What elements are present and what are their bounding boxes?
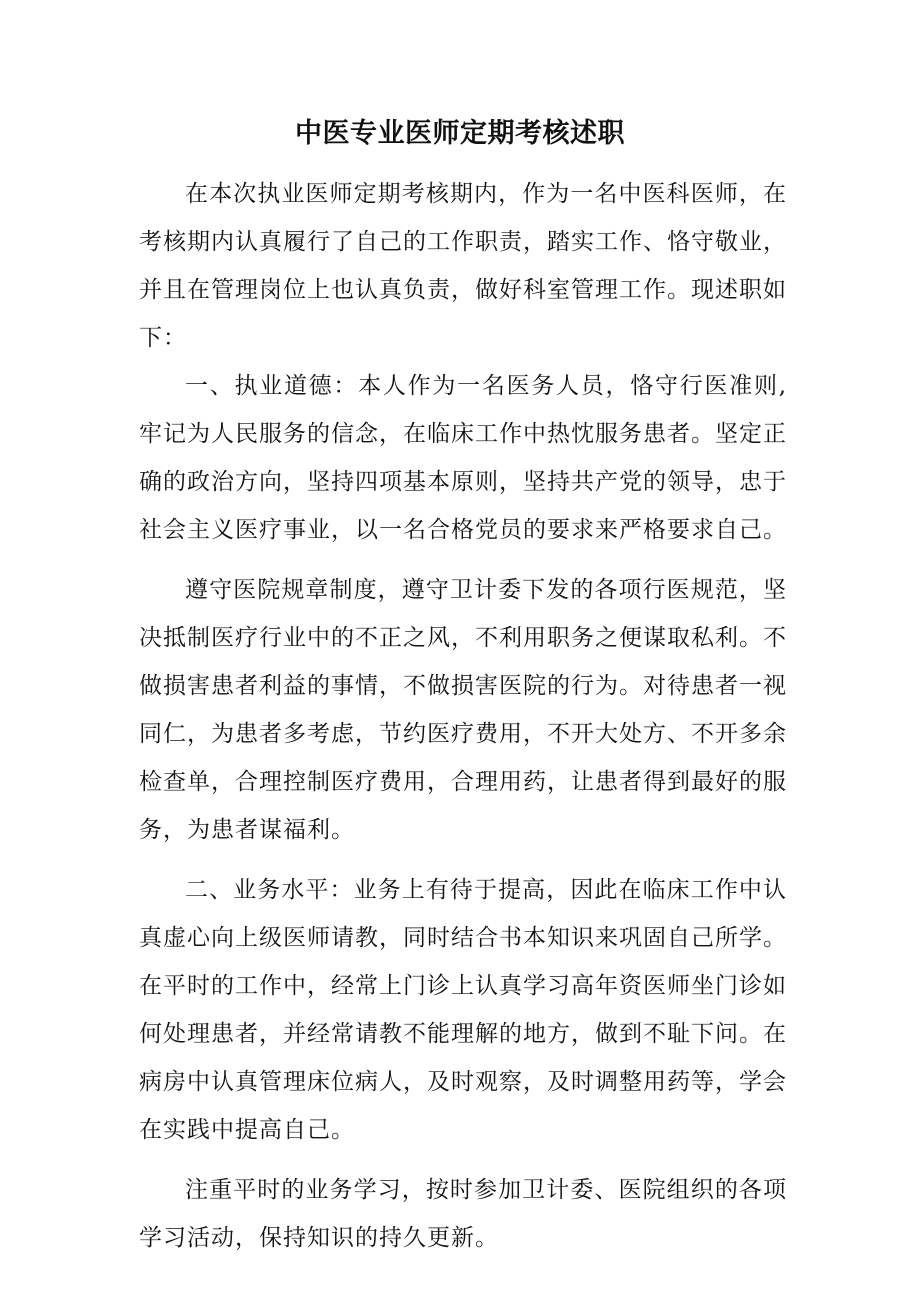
paragraph-rules: 遵守医院规章制度，遵守卫计委下发的各项行医规范，坚决抵制医疗行业中的不正之风，不利用职务之便谋取私利。不做损害患者利益的事情，不做损害医院的行为。对待患者一视同仁，为患者多考虑，节约医疗费用，不开大处方、不开多余检查单，合理控制医疗费用，合理用药，让患者得到最好的服务，为患者谋福利。	[139, 577, 787, 843]
paragraph-ethics: 一、执业道德：本人作为一名医务人员，恪守行医准则,牢记为人民服务的信念，在临床工作中热忱服务患者。坚定正确的政治方向，坚持四项基本原则，坚持共产党的领导，忠于社会主义医疗事业，以一名合格党员的要求来严格要求自己。	[139, 373, 787, 543]
document-body	[139, 170, 787, 1262]
paragraph-skills: 二、业务水平：业务上有待于提高，因此在临床工作中认真虚心向上级医师请教，同时结合书本知识来巩固自己所学。在平时的工作中，经常上门诊上认真学习高年资医师坐门诊如何处理患者，并经常请教不能理解的地方，做到不耻下问。在病房中认真管理床位病人，及时观察，及时调整用药等，学会在实践中提高自己。	[139, 877, 787, 1143]
paragraph-intro: 在本次执业医师定期考核期内，作为一名中医科医师，在考核期内认真履行了自己的工作职责，踏实工作、恪守敬业，并且在管理岗位上也认真负责，做好科室管理工作。现述职如下：	[139, 181, 787, 351]
paragraph-study: 注重平时的业务学习，按时参加卫计委、医院组织的各项学习活动，保持知识的持久更新。	[139, 1177, 787, 1251]
document-title: 中医专业医师定期考核述职	[295, 118, 625, 149]
